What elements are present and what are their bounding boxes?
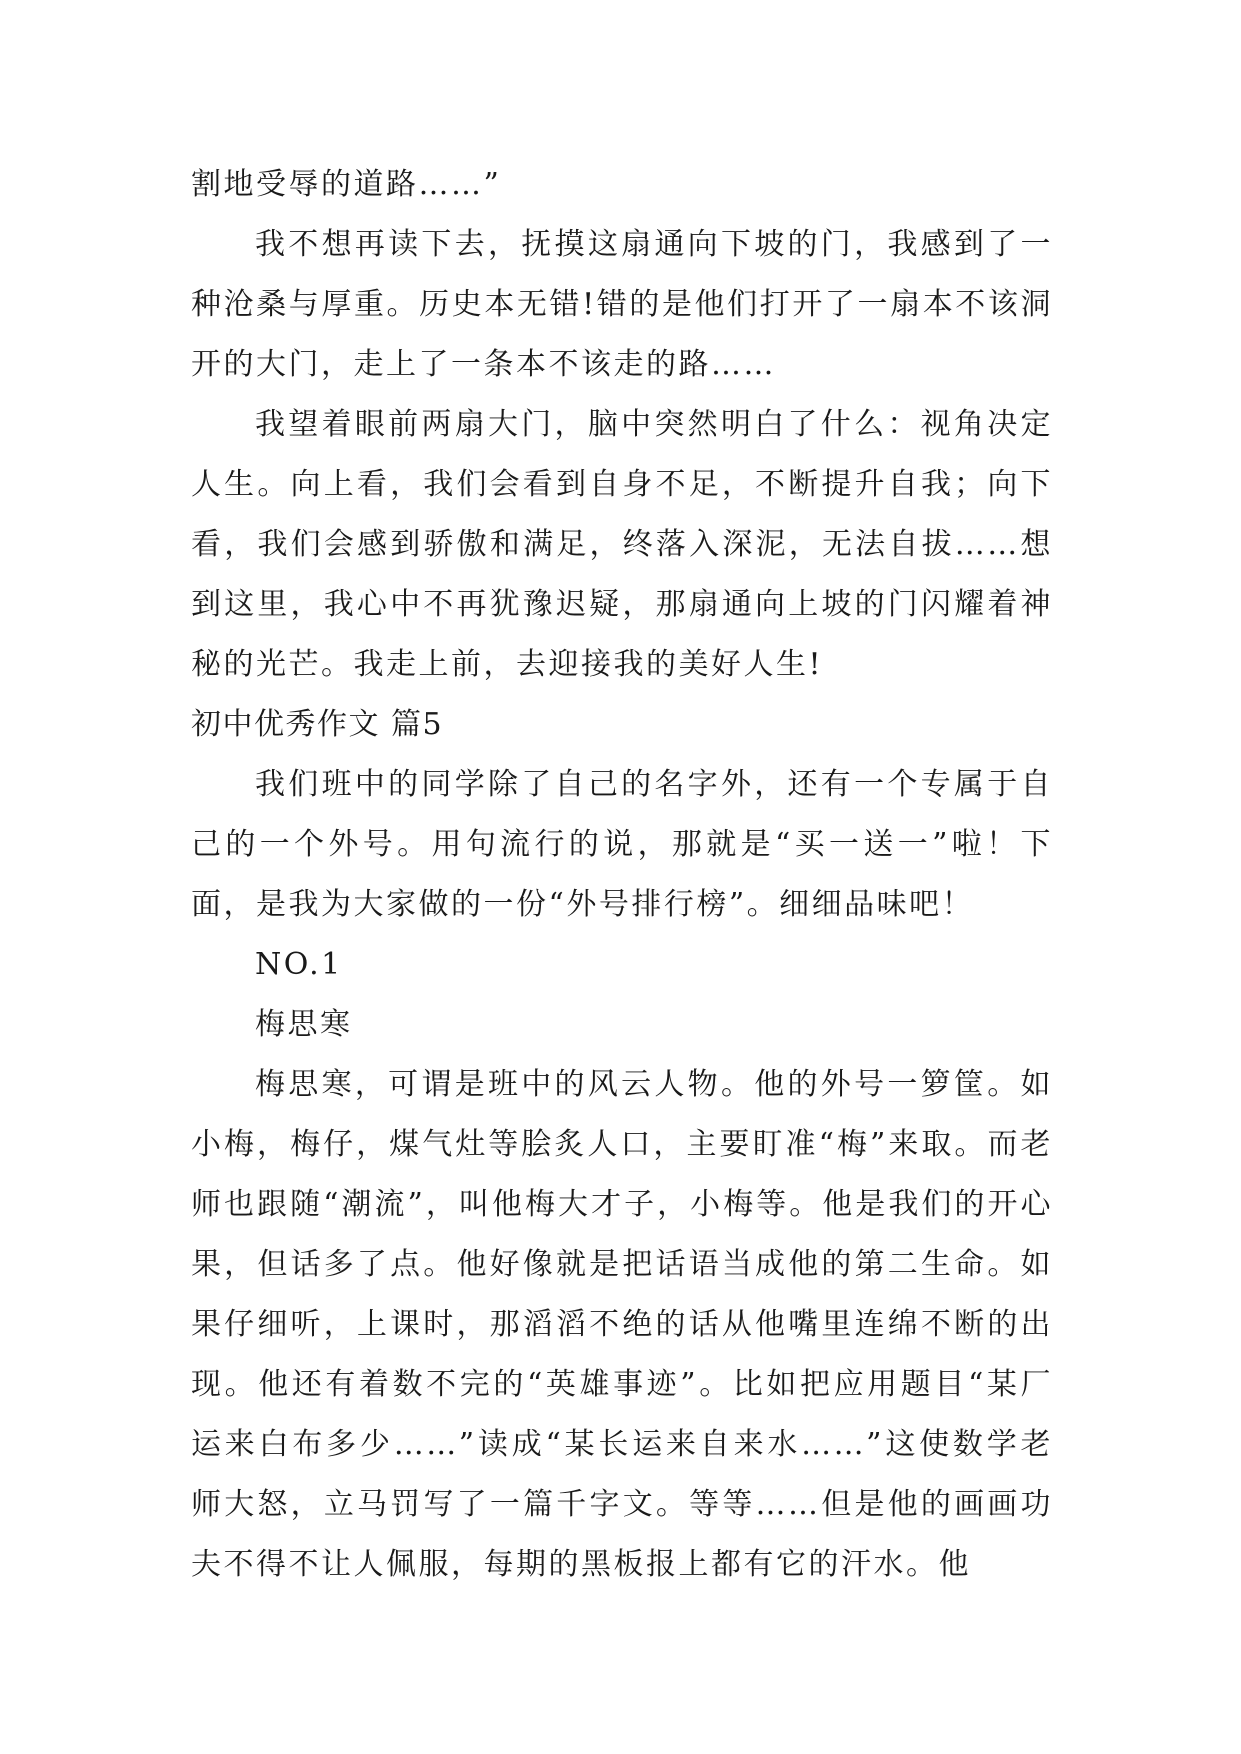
ranking-number: NO.1 [255, 947, 343, 982]
paragraph: 梅思寒，可谓是班中的风云人物。他的外号一箩筐。如小梅，梅仔，煤气灶等脍炙人口，主要盯准“梅”来取。而老师也跟随“潮流”，叫他梅大才子，小梅等。他是我们的开心果，但话多了点。他好像就是把话语当成他的第二生命。如果仔细听，上课时，那滔滔不绝的话从他嘴里连绵不断的出现。他还有着数不完的“英雄事迹”。比如把应用题目“某厂运来白布多少……”读成“某长运来自来水……”这使数学老师大怒，立马罚写了一篇千字文。等等……但是他的画画功夫不得不让人佩服，每期的黑板报上都有它的汗水。他 [191, 1067, 1053, 1582]
paragraph: 我不想再读下去，抚摸这扇通向下坡的门，我感到了一种沧桑与厚重。历史本无错!错的是他们打开了一扇本不该洞开的大门，走上了一条本不该走的路…… [191, 227, 1053, 382]
ranking-name: 梅思寒 [255, 1007, 353, 1042]
paragraph: 我望着眼前两扇大门，脑中突然明白了什么：视角决定人生。向上看，我们会看到自身不足，不断提升自我；向下看，我们会感到骄傲和满足，终落入深泥，无法自拔……想到这里，我心中不再犹豫迟疑，那扇通向上坡的门闪耀着神秘的光芒。我走上前，去迎接我的美好人生! [191, 407, 1053, 682]
paragraph: 我们班中的同学除了自己的名字外，还有一个专属于自己的一个外号。用句流行的说，那就是“买一送一”啦！下面，是我为大家做的一份“外号排行榜”。细细品味吧！ [191, 767, 1053, 922]
paragraph-continuation: 割地受辱的道路……” [191, 167, 502, 202]
body-text [191, 155, 1053, 1595]
section-heading: 初中优秀作文 篇5 [191, 707, 444, 742]
